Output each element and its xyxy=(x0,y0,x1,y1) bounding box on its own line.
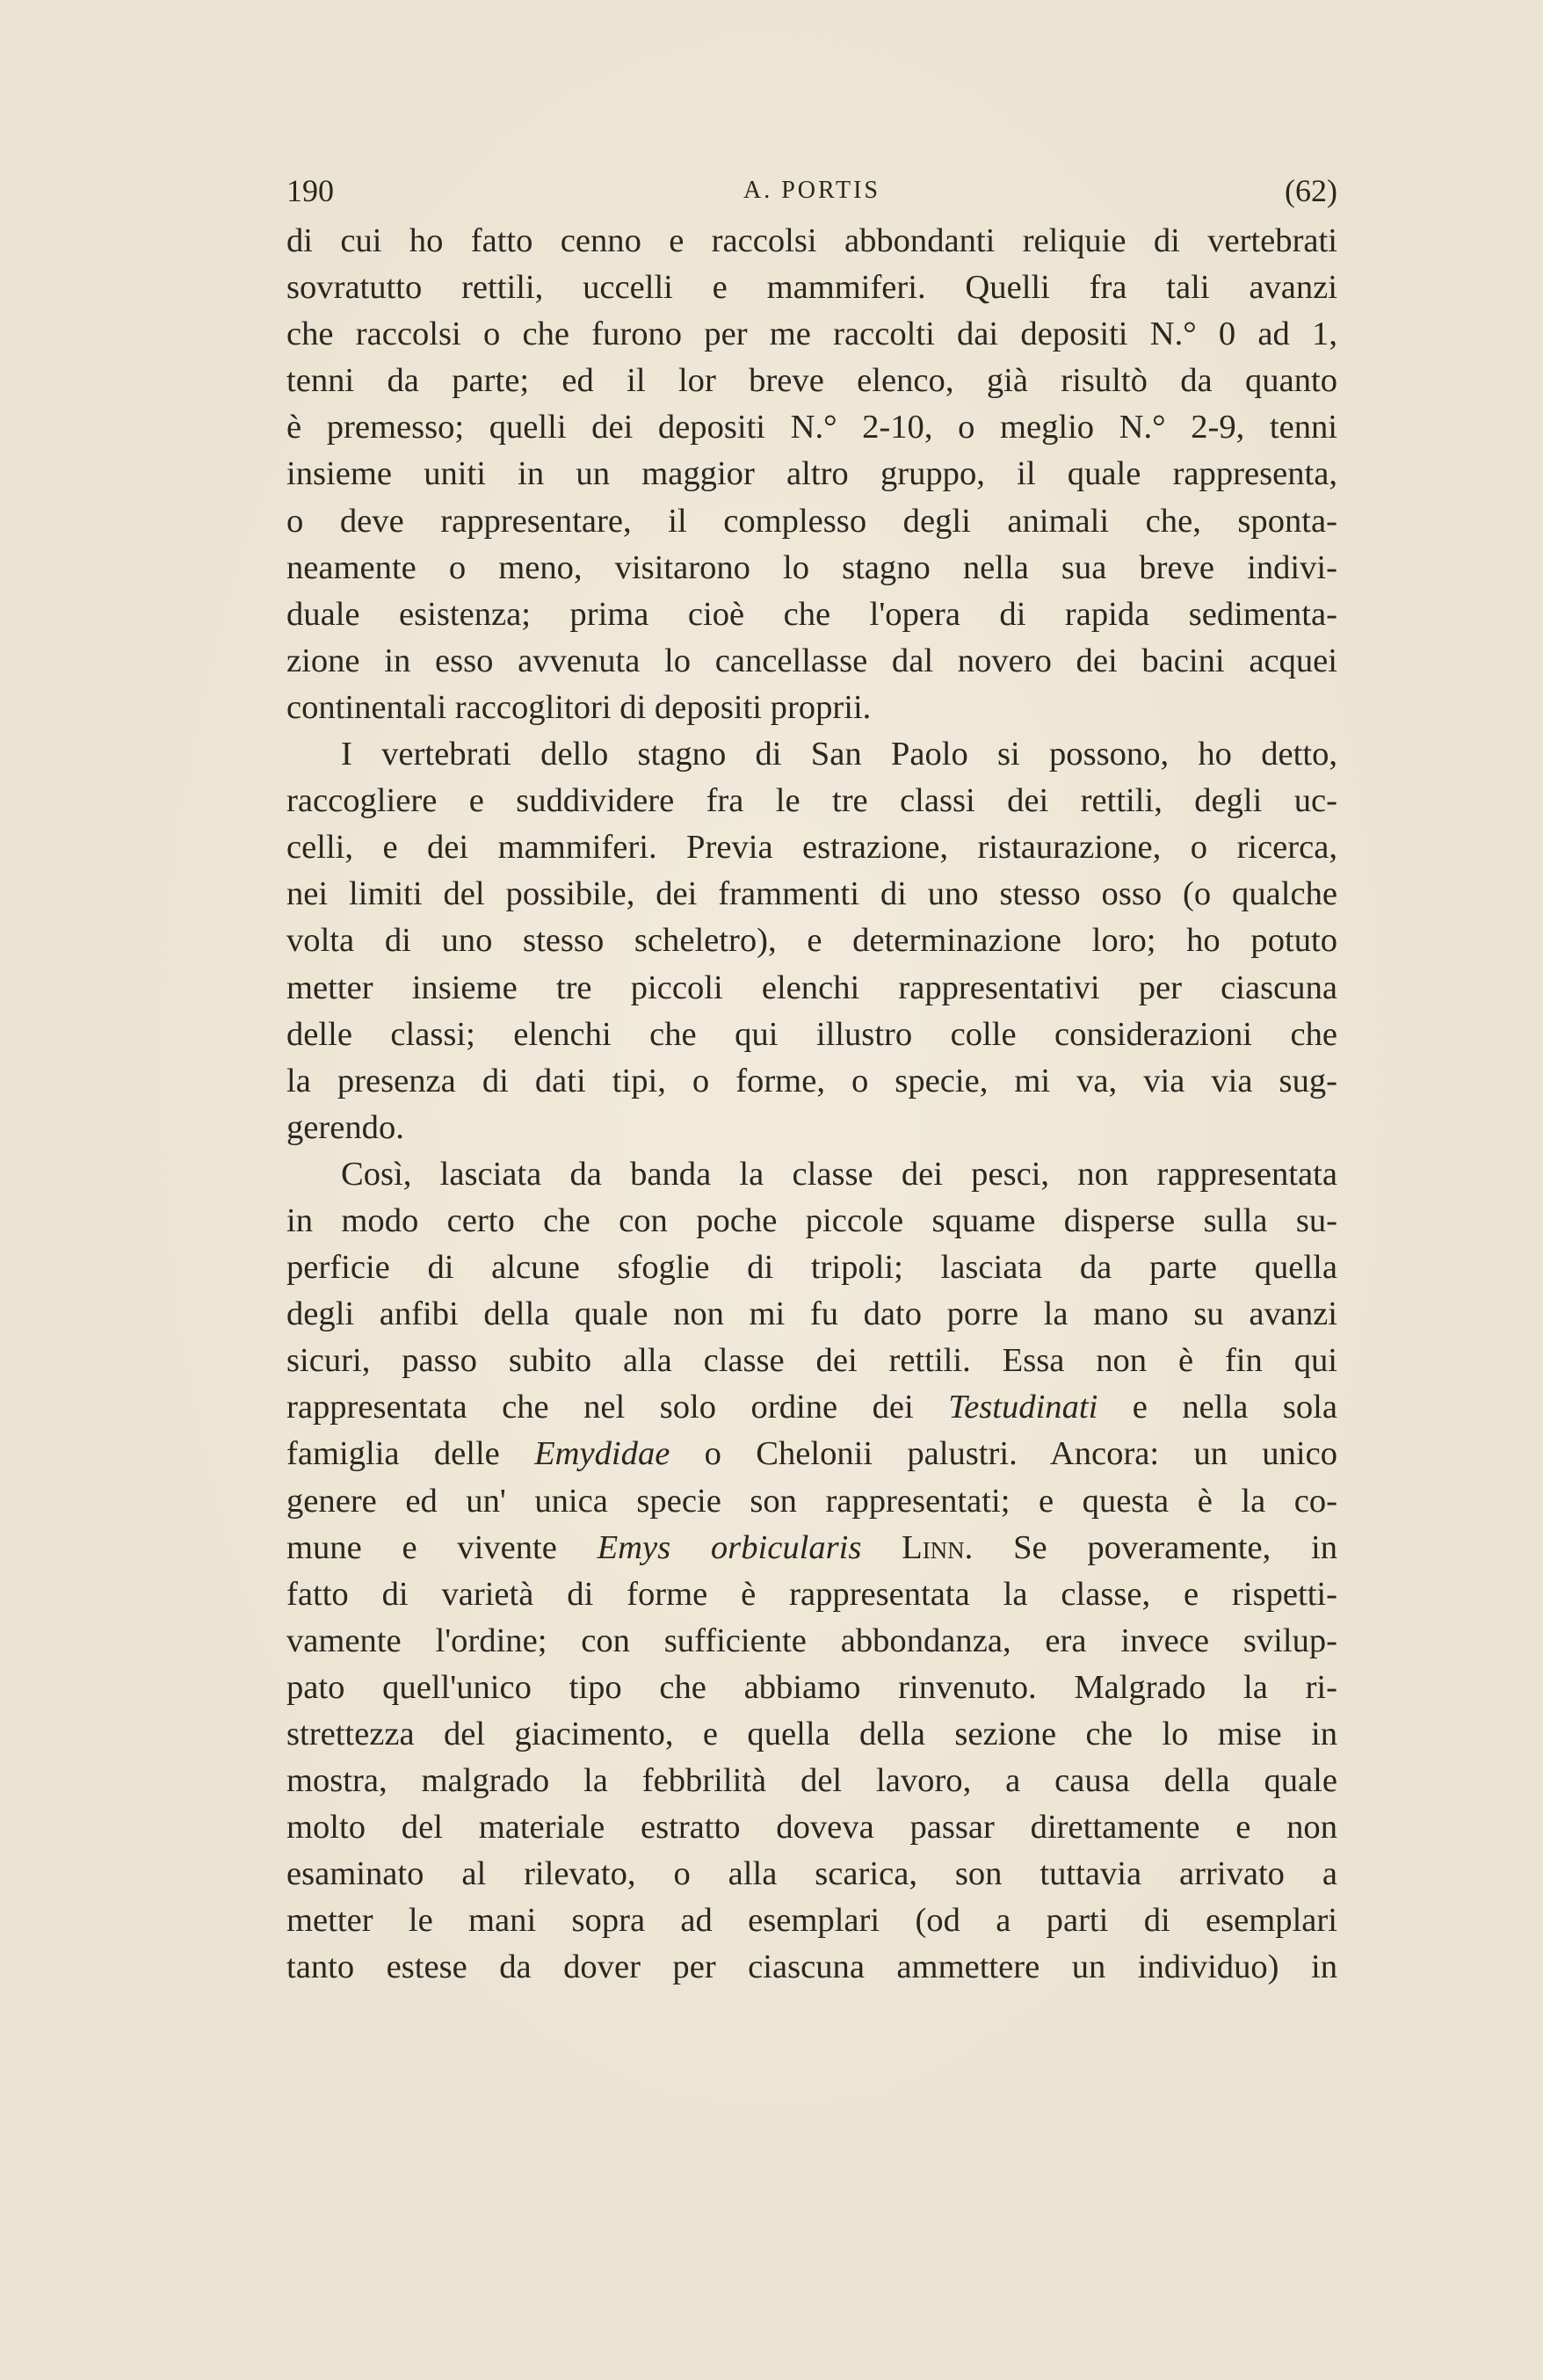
paragraph-2 xyxy=(286,731,1337,1151)
text-line: molto del materiale estratto doveva passar direttamente e non xyxy=(286,1809,1337,1847)
text-line: la presenza di dati tipi, o forme, o specie, mi va, via via sug- xyxy=(286,1062,1337,1099)
text-line: volta di uno stesso scheletro), e determinazione loro; ho potuto xyxy=(286,922,1337,960)
text-line: nei limiti del possibile, dei frammenti di uno stesso osso (o qualche xyxy=(286,875,1337,913)
italic-term: Emys orbicularis xyxy=(597,1528,862,1566)
text-line: che raccolsi o che furono per me raccolti dai depositi N.° 0 ad 1, xyxy=(286,316,1337,353)
text-line: mostra, malgrado la febbrilità del lavoro, a causa della quale xyxy=(286,1762,1337,1800)
italic-term: Emydidae xyxy=(534,1435,670,1473)
text-line: metter le mani sopra ad esemplari (od a parti di esemplari xyxy=(286,1902,1337,1940)
author-name: Linn. xyxy=(902,1528,974,1566)
text-line: metter insieme tre piccoli elenchi rappresentativi per ciascuna xyxy=(286,969,1337,1006)
page-number: 190 xyxy=(286,173,334,208)
text-line: tenni da parte; ed il lor breve elenco, già risultò da quanto xyxy=(286,362,1337,400)
text-line: raccogliere e suddividere fra le tre classi dei rettili, degli uc- xyxy=(286,782,1337,820)
text-line: rappresentata che nel solo ordine dei Testudinati e nella sola xyxy=(286,1389,1337,1426)
text-line: continentali raccoglitori di depositi proprii. xyxy=(286,688,872,726)
text-line: è premesso; quelli dei depositi N.° 2-10, o meglio N.° 2-9, tenni xyxy=(286,409,1337,446)
text-line: neamente o meno, visitarono lo stagno nella sua breve indivi- xyxy=(286,548,1337,586)
text-line: degli anfibi della quale non mi fu dato porre la mano su avanzi xyxy=(286,1295,1337,1333)
paragraph-1 xyxy=(286,218,1337,731)
text-line: famiglia delle Emydidae o Chelonii palustri. Ancora: un unico xyxy=(286,1435,1337,1473)
text-line: delle classi; elenchi che qui illustro colle considerazioni che xyxy=(286,1015,1337,1053)
text-line: mune e vivente Emys orbicularis Linn. Se poveramente, in xyxy=(286,1528,1337,1566)
text-line: I vertebrati dello stagno di San Paolo si possono, ho detto, xyxy=(341,736,1337,773)
text-line: pato quell'unico tipo che abbiamo rinvenuto. Malgrado la ri- xyxy=(286,1668,1337,1706)
text-line: Così, lasciata da banda la classe dei pesci, non rappresentata xyxy=(341,1155,1337,1193)
running-head: A. PORTIS xyxy=(743,177,880,204)
body-text xyxy=(286,218,1337,1992)
text-line: strettezza del giacimento, e quella della sezione che lo mise in xyxy=(286,1716,1337,1752)
text-line: o deve rappresentare, il complesso degli animali che, sponta- xyxy=(286,502,1337,540)
italic-term: Testudinati xyxy=(948,1389,1098,1426)
text-line: vamente l'ordine; con sufficiente abbondanza, era invece svilup- xyxy=(286,1622,1337,1659)
text-line: genere ed un' unica specie son rappresentati; e questa è la co- xyxy=(286,1482,1337,1520)
page-header xyxy=(286,169,1337,213)
paragraph-3 xyxy=(286,1151,1337,1992)
text-line: zione in esso avvenuta lo cancellasse dal novero dei bacini acquei xyxy=(286,642,1337,679)
text-line: sicuri, passo subito alla classe dei rettili. Essa non è fin qui xyxy=(286,1342,1337,1380)
text-line: celli, e dei mammiferi. Previa estrazione, ristaurazione, o ricerca, xyxy=(286,829,1337,867)
text-line: sovratutto rettili, uccelli e mammiferi. Quelli fra tali avanzi xyxy=(286,269,1337,307)
text-line: in modo certo che con poche piccole squame disperse sulla su- xyxy=(286,1201,1337,1239)
text-line: insieme uniti in un maggior altro gruppo, il quale rappresenta, xyxy=(286,455,1337,493)
text-line: duale esistenza; prima cioè che l'opera di rapida sedimenta- xyxy=(286,595,1337,633)
text-line: fatto di varietà di forme è rappresentata la classe, e rispetti- xyxy=(286,1575,1337,1613)
text-line: di cui ho fatto cenno e raccolsi abbondanti reliquie di vertebrati xyxy=(286,222,1337,259)
text-line: tanto estese da dover per ciascuna ammettere un individuo) in xyxy=(286,1948,1337,1986)
section-number: (62) xyxy=(1285,173,1337,208)
text-line: esaminato al rilevato, o alla scarica, son tuttavia arrivato a xyxy=(286,1855,1337,1893)
text-line: gerendo. xyxy=(286,1108,404,1146)
text-line: perficie di alcune sfoglie di tripoli; lasciata da parte quella xyxy=(286,1249,1337,1287)
